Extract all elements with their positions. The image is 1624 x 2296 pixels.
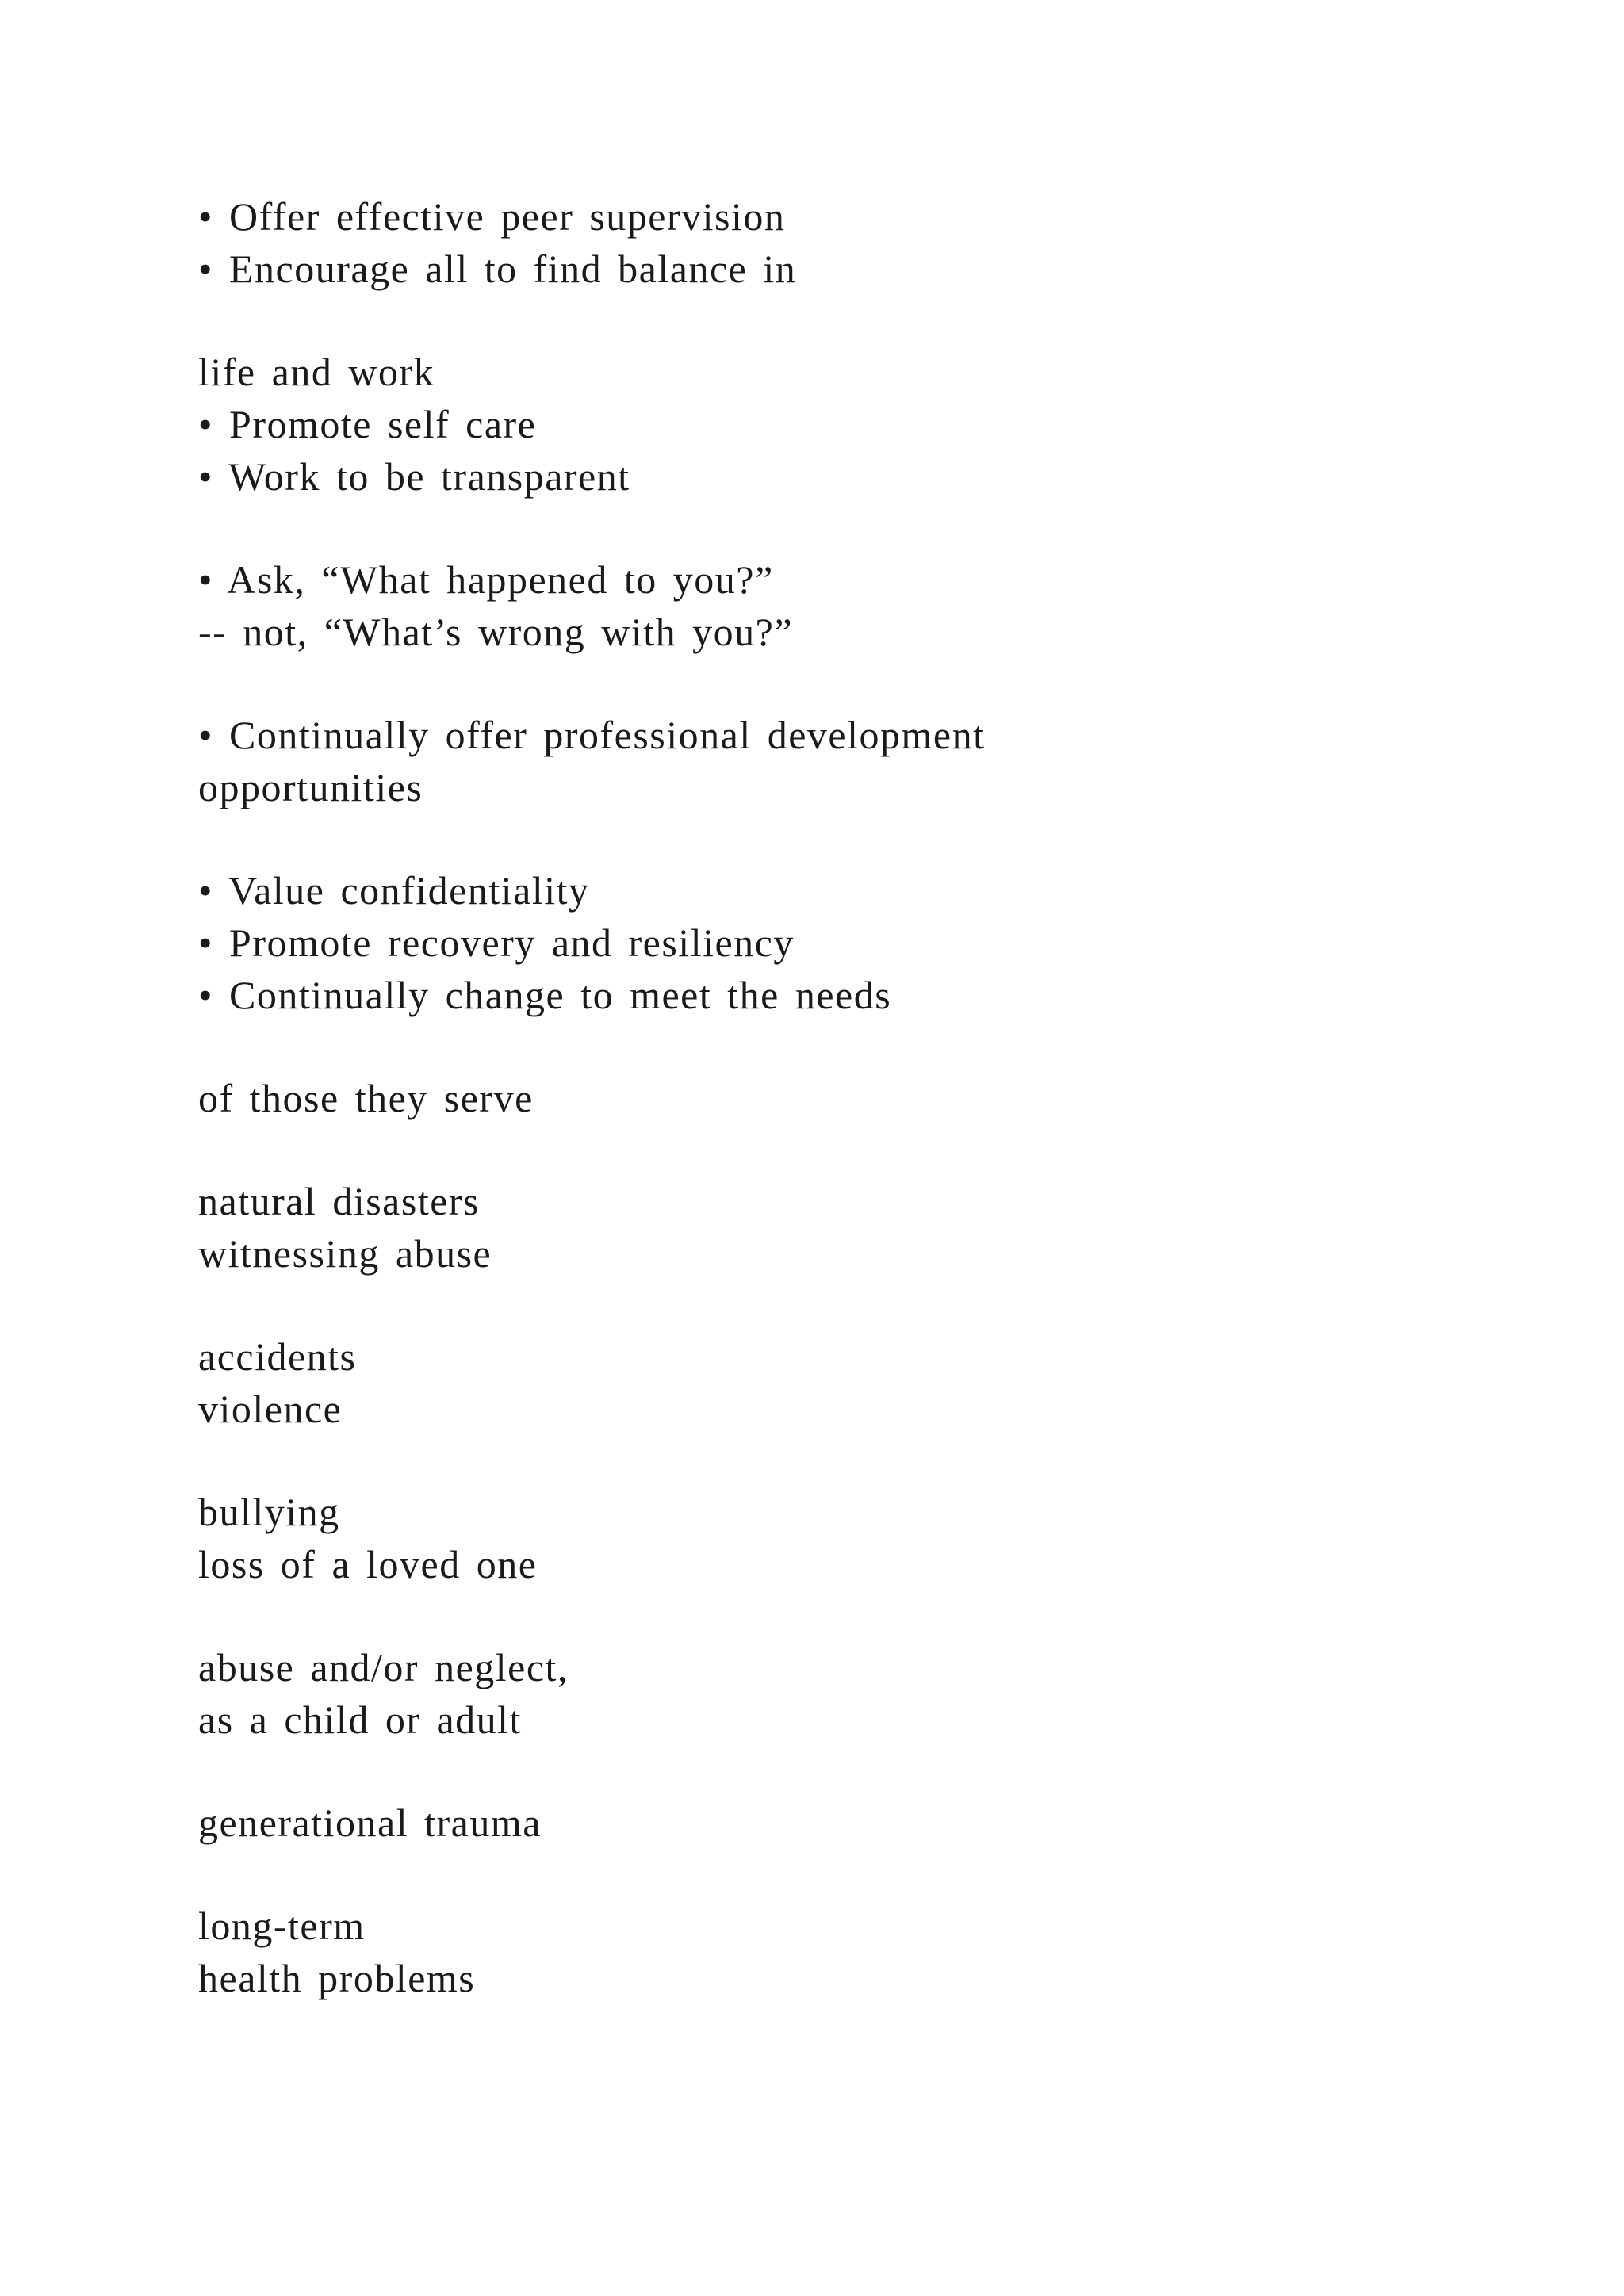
text-line: long-term — [198, 1904, 366, 1948]
text-line: • Promote recovery and resiliency — [198, 920, 795, 965]
text-line: -- not, “What’s wrong with you?” — [198, 610, 794, 654]
text-line: bullying — [198, 1490, 340, 1534]
line-gap — [198, 1746, 1546, 1797]
text-line: • Encourage all to find balance in — [198, 247, 797, 291]
line-gap — [198, 503, 1546, 553]
line-gap — [198, 295, 1546, 346]
document-text — [198, 190, 1546, 2004]
line-gap — [198, 1124, 1546, 1175]
text-line: • Offer effective peer supervision — [198, 194, 786, 239]
text-line: violence — [198, 1387, 343, 1431]
line-gap — [198, 1435, 1546, 1486]
text-line: • Work to be transparent — [198, 454, 630, 499]
text-line: loss of a loved one — [198, 1542, 538, 1586]
text-line: of those they serve — [198, 1076, 534, 1120]
text-line: health problems — [198, 1956, 476, 2000]
text-line: witnessing abuse — [198, 1231, 492, 1276]
line-gap — [198, 1590, 1546, 1641]
text-line: life and work — [198, 350, 435, 394]
line-gap — [198, 1021, 1546, 1072]
line-gap — [198, 1280, 1546, 1330]
text-line: accidents — [198, 1334, 357, 1379]
line-gap — [198, 1849, 1546, 1900]
text-line: as a child or adult — [198, 1697, 522, 1742]
text-line: • Promote self care — [198, 402, 537, 446]
text-line: • Value confidentiality — [198, 868, 590, 913]
text-line: abuse and/or neglect, — [198, 1645, 569, 1689]
text-line: natural disasters — [198, 1179, 481, 1223]
text-line: • Ask, “What happened to you?” — [198, 557, 774, 602]
line-gap — [198, 658, 1546, 709]
line-gap — [198, 813, 1546, 864]
text-line: • Continually offer professional development — [198, 713, 986, 757]
text-line: opportunities — [198, 765, 423, 809]
text-line: generational trauma — [198, 1800, 542, 1845]
text-line: • Continually change to meet the needs — [198, 973, 892, 1017]
